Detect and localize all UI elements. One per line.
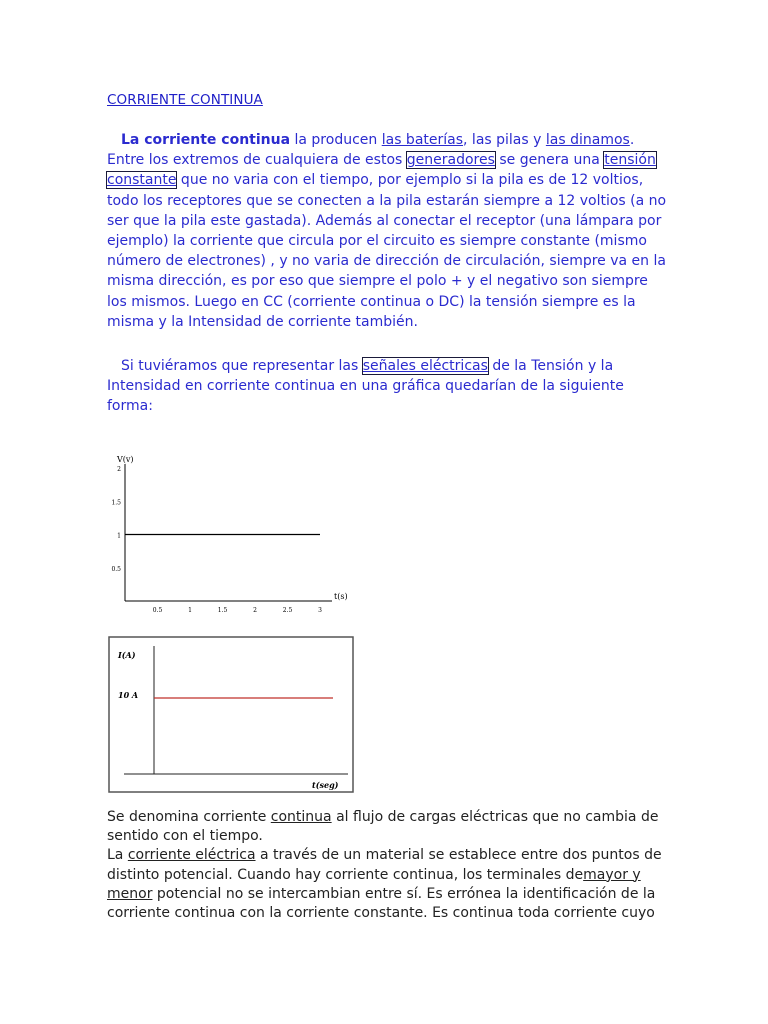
link-generadores[interactable]: generadores [406, 152, 495, 169]
link-continua[interactable]: continua [270, 809, 332, 825]
x-axis-label: t(s) [334, 592, 348, 601]
chart-frame [109, 637, 353, 792]
bold-lead: La corriente continua [121, 132, 291, 148]
x-tick-label: 2.5 [282, 607, 293, 614]
text: Se denomina corriente [107, 809, 271, 825]
text: . Entre los extremos de cualquiera de estos [107, 132, 635, 169]
current-time-chart [108, 636, 354, 794]
paragraph-definition [107, 808, 667, 923]
paragraph-intro [107, 130, 667, 332]
x-tick-label: 3 [318, 607, 322, 614]
x-tick-label: 0.5 [152, 607, 163, 614]
text: La [107, 847, 128, 864]
text: de la Tensión y la Intensidad en corriente continua en una gráfica quedarían de la siguiente forma: [107, 358, 624, 415]
y-axis-label: V(v) [117, 455, 134, 464]
y-tick-label: 1 [117, 532, 121, 540]
link-dinamos[interactable]: las dinamos [545, 132, 630, 148]
x-tick-label: 1.5 [217, 607, 228, 614]
x-tick-label: 2 [253, 607, 257, 614]
x-tick-label: 1 [188, 607, 192, 614]
text: a través de un material se establece entre dos puntos de distinto potencial. Cuando hay corriente continua, los terminales de [107, 847, 662, 883]
link-baterias[interactable]: las baterías [381, 132, 464, 148]
y-tick-label: 2 [117, 466, 121, 473]
text: se genera una [494, 152, 605, 169]
link-corriente-electrica[interactable]: corriente eléctrica [127, 847, 256, 864]
y-axis-label: I(A) [118, 650, 136, 660]
link-mayor-menor[interactable]: mayor y menor [107, 866, 641, 902]
y-tick-label: 0.5 [111, 565, 121, 573]
text: la producen [290, 132, 382, 148]
link-senales-electricas[interactable]: señales eléctricas [362, 358, 488, 374]
page-title[interactable]: CORRIENTE CONTINUA [107, 92, 263, 108]
y-tick-label: 1.5 [111, 499, 121, 507]
text: , las pilas y [463, 132, 546, 148]
text: Si tuviéramos que representar las [121, 358, 363, 374]
y-tick-label: 10 A [118, 690, 139, 700]
text: que no varia con el tiempo, por ejemplo si la pila es de 12 voltios, todo los receptores que se conecten a la pila estarán siempre a 12 voltios (a no ser que la pila este gastada). Además al conectar el receptor (una lámpara por ejemplo) la corriente que circula por el circuito es siempre constante (mismo número de electrones) , y no varia de dirección de circulación, siempre va en la misma dirección, es por eso que siempre el polo + y el negativo son siempre los mismos. Luego en CC (corriente continua o DC) la tensión siempre es la misma y la Intensidad de corriente también. [107, 172, 667, 330]
voltage-time-chart [100, 448, 360, 616]
link-tension-constante[interactable]: tensión constante [107, 152, 656, 189]
paragraph-graph-intro [107, 356, 667, 417]
text: potencial no se intercambian entre sí. Es errónea la identificación de la corriente continua con la corriente constante. Es continua toda corriente cuyo [107, 885, 656, 922]
x-axis-label: t(seg) [312, 780, 339, 790]
text: al flujo de cargas eléctricas que no cambia de sentido con el tiempo. [107, 809, 659, 845]
